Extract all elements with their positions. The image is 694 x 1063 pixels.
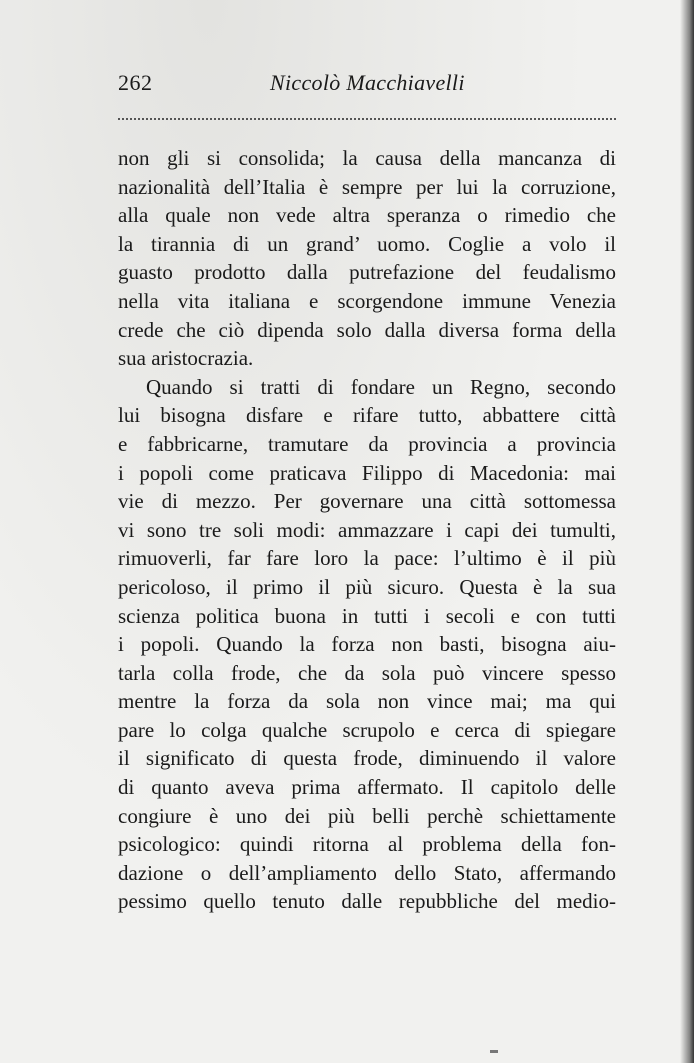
text-line: i popoli come praticava Filippo di Macedonia: mai	[118, 460, 616, 485]
text-line: non gli si consolida; la causa della mancanza di	[118, 146, 616, 170]
text-line: scienza politica buona in tutti i secoli e con tutti	[118, 603, 616, 628]
text-line: rimuoverli, far fare loro la pace: l’ultimo è il più	[118, 546, 616, 571]
text-line: tarla colla frode, che da sola può vincere spesso	[118, 660, 616, 685]
text-line: il significato di questa frode, diminuendo il valore	[118, 746, 616, 771]
text-line: sua aristocrazia.	[118, 346, 254, 371]
page-edge-shadow	[680, 0, 694, 1063]
text-line: psicologico: quindi ritorna al problema della fon-	[118, 832, 616, 857]
text-line: di quanto aveva prima affermato. Il capitolo delle	[118, 775, 616, 800]
text-line: pessimo quello tenuto dalle repubbliche del medio-	[118, 889, 616, 914]
text-line: vi sono tre soli modi: ammazzare i capi dei tumulti,	[118, 517, 616, 542]
text-line: lui bisogna disfare e rifare tutto, abbattere città	[118, 403, 616, 428]
text-line: nazionalità dell’Italia è sempre per lui la corruzione,	[118, 174, 616, 199]
text-line: pare lo colga qualche scrupolo e cerca di spiegare	[118, 717, 616, 742]
text-line: dazione o dell’ampliamento dello Stato, affermando	[118, 860, 616, 885]
page-number: 262	[118, 70, 153, 95]
text-line: vie di mezzo. Per governare una città sottomessa	[118, 489, 616, 514]
text-line: i popoli. Quando la forza non basti, bisogna aiu-	[118, 632, 616, 657]
page-header	[118, 70, 616, 106]
text-line: alla quale non vede altra speranza o rimedio che	[118, 203, 616, 228]
bottom-ink-mark	[490, 1050, 498, 1053]
text-line: Quando si tratti di fondare un Regno, secondo	[146, 374, 616, 399]
text-line: la tirannia di un grand’ uomo. Coglie a volo il	[118, 231, 616, 256]
text-line: nella vita italiana e scorgendone immune Venezia	[118, 288, 616, 313]
text-line: congiure è uno dei più belli perchè schiettamente	[118, 803, 616, 828]
text-line: pericoloso, il primo il più sicuro. Questa è la sua	[118, 574, 616, 599]
text-line: e fabbricarne, tramutare da provincia a provincia	[118, 431, 616, 456]
body-text	[118, 144, 616, 916]
text-line: crede che ciò dipenda solo dalla diversa forma della	[118, 317, 616, 342]
text-line: mentre la forza da sola non vince mai; ma qui	[118, 689, 616, 714]
text-line: guasto prodotto dalla putrefazione del feudalismo	[118, 260, 616, 285]
header-rule	[118, 118, 616, 120]
running-title: Niccolò Macchiavelli	[270, 70, 465, 95]
